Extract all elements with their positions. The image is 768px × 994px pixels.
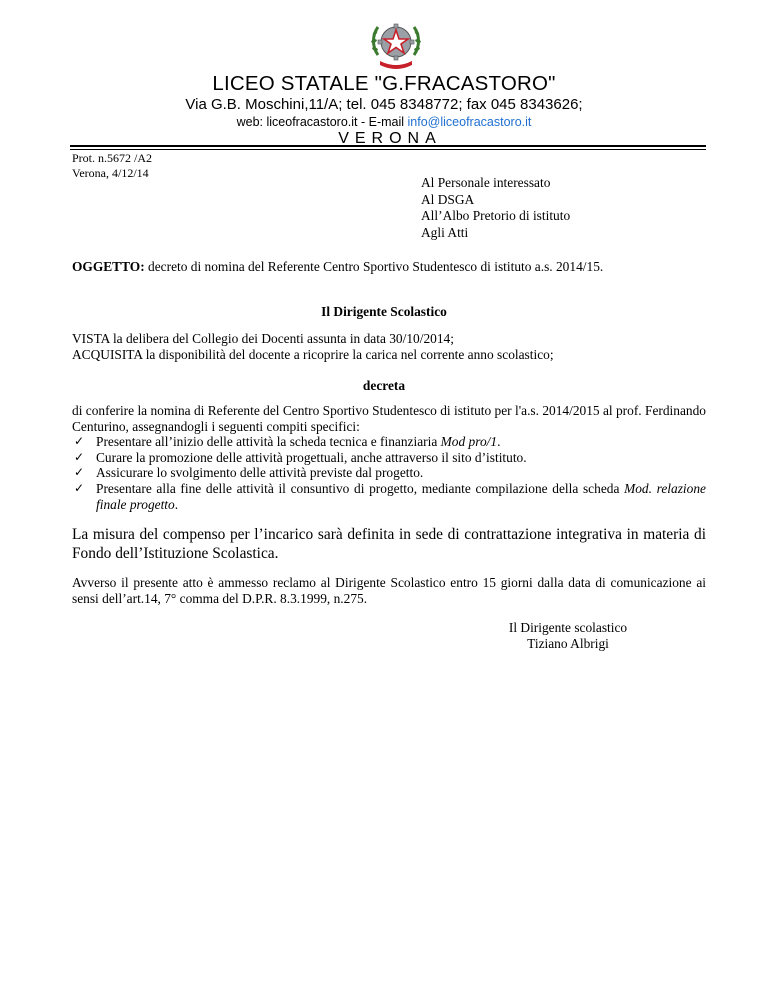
task-text: Assicurare lo svolgimento delle attività previste dal progetto. <box>96 465 424 481</box>
premise-line: ACQUISITA la disponibilità del docente a ricoprire la carica nel corrente anno scolastico; <box>72 346 554 362</box>
decree-intro: di conferire la nomina di Referente del Centro Sportivo Studentesco di istituto per l'a.s. 2014/2015 al prof. Ferdinando Centurino, assegnandogli i seguenti compiti specifici: <box>72 403 706 434</box>
header-rule-thin <box>70 149 706 150</box>
dirigente-heading: Il Dirigente Scolastico <box>321 304 447 319</box>
decree-body <box>72 403 706 512</box>
school-name: LICEO STATALE "G.FRACASTORO" <box>212 72 556 95</box>
task-text: Curare la promozione delle attività progettuali, anche attraverso il sito d’istituto. <box>96 449 527 465</box>
email-link[interactable]: info@liceofracastoro.it <box>407 115 532 129</box>
subject-text: decreto di nomina del Referente Centro Sportivo Studentesco di istituto a.s. 2014/15. <box>144 259 604 274</box>
task-form-name: Mod pro/1 <box>440 434 498 450</box>
recipient-line: All’Albo Pretorio di istituto <box>421 208 571 224</box>
recipient-line: Al Personale interessato <box>421 175 551 190</box>
protocol-number: Prot. n.5672 /A2 <box>72 151 153 165</box>
task-item <box>72 465 706 481</box>
task-list <box>72 434 706 512</box>
recipient-line: Agli Atti <box>421 224 469 240</box>
checkmark-icon: ✓ <box>74 434 85 449</box>
recipient-line: Al DSGA <box>421 191 475 207</box>
subject-line <box>72 259 603 275</box>
signature-block <box>498 620 638 651</box>
header-rule-thick <box>70 145 706 147</box>
appeal-paragraph: Avverso il presente atto è ammesso reclamo al Dirigente Scolastico entro 15 giorni dalla data di comunicazione ai sensi dell’art.14, 7° comma del D.P.R. 8.3.1999, n.275. <box>72 575 706 606</box>
decreta-heading: decreta <box>362 378 406 393</box>
task-text: Presentare all’inizio delle attività la scheda tecnica e finanziaria <box>96 434 441 450</box>
place-date: Verona, 4/12/14 <box>72 166 149 180</box>
school-address: Via G.B. Moschini,11/A; tel. 045 8348772; fax 045 8343626; <box>185 96 583 113</box>
web-email-line <box>0 115 768 129</box>
signature-title: Il Dirigente scolastico <box>508 620 628 635</box>
italian-republic-emblem-icon <box>366 15 426 75</box>
task-punct: . <box>497 434 501 450</box>
recipients-block <box>421 175 570 241</box>
checkmark-icon: ✓ <box>74 465 85 480</box>
task-item <box>72 450 706 466</box>
task-item <box>72 481 706 512</box>
task-punct: . <box>174 496 179 512</box>
website-label: web: liceofracastoro.it - E-mail <box>236 115 408 129</box>
premises-block <box>72 331 554 362</box>
checkmark-icon: ✓ <box>74 480 85 495</box>
signature-name: Tiziano Albrigi <box>527 635 609 651</box>
city-name: VERONA <box>338 130 442 147</box>
task-form-name: Mod. relazione finale progetto <box>96 480 706 512</box>
task-item <box>72 434 706 450</box>
subject-label: OGGETTO: <box>72 259 145 274</box>
compensation-paragraph: La misura del compenso per l’incarico sarà definita in sede di contrattazione integrativa in materia di Fondo dell’Istituzione Scolastica. <box>72 526 706 562</box>
task-text: Presentare alla fine delle attività il consuntivo di progetto, mediante compilazione della scheda <box>96 480 625 496</box>
protocol-block <box>72 151 152 181</box>
premise-line: VISTA la delibera del Collegio dei Docenti assunta in data 30/10/2014; <box>72 331 454 346</box>
checkmark-icon: ✓ <box>74 449 85 464</box>
